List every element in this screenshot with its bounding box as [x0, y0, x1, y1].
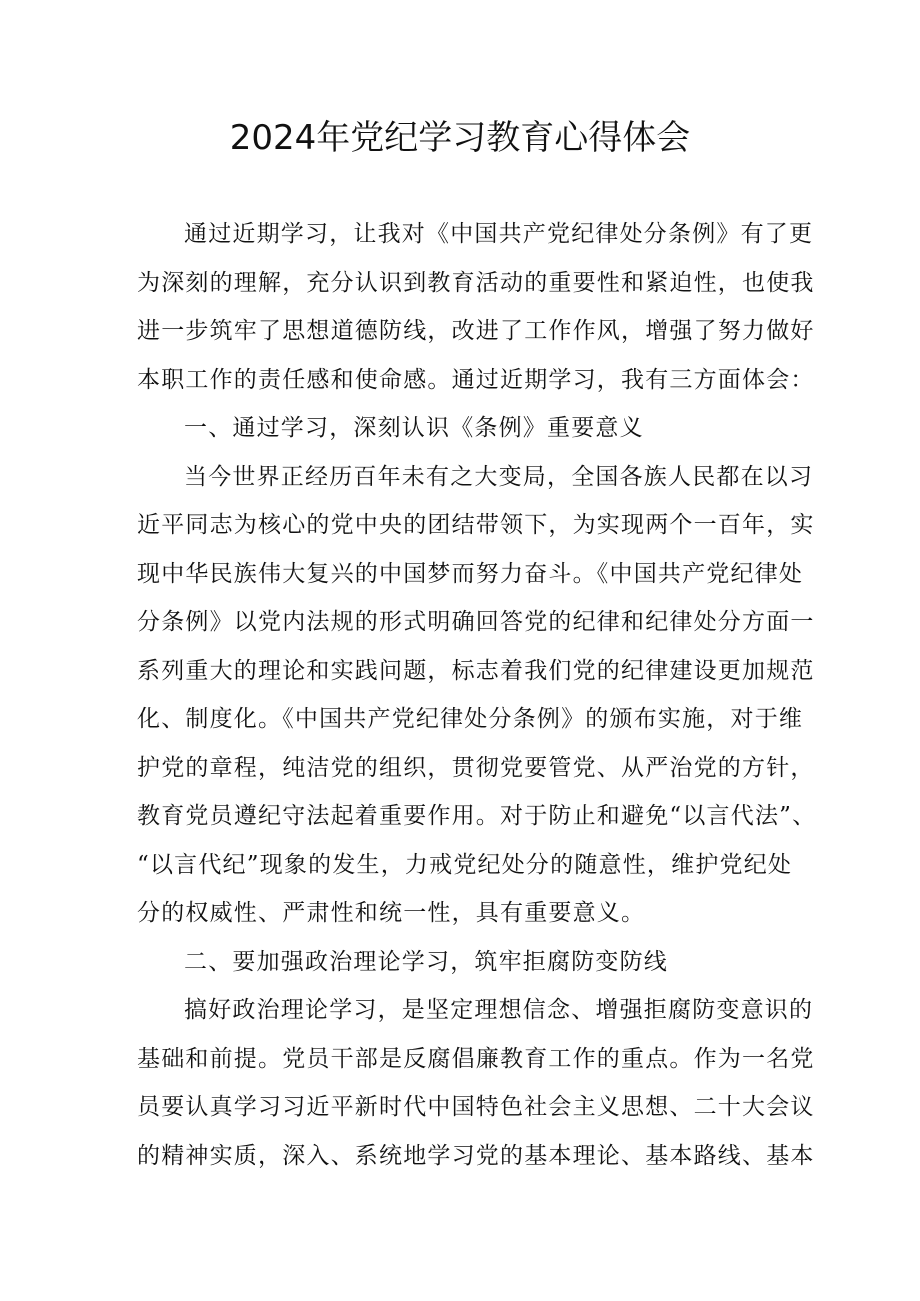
body-line: 化、制度化。《中国共产党纪律处分条例》的颁布实施，对于维 — [137, 706, 804, 732]
body-line: 系列重大的理论和实践问题，标志着我们党的纪律建设更加规范 — [137, 657, 815, 684]
body-line: 分的权威性、严肃性和统一性，具有重要意义。 — [137, 900, 646, 926]
section-heading-1: 一、通过学习，深刻认识《条例》重要意义 — [184, 415, 644, 441]
body-line: 现中华民族伟大复兴的中国梦而努力奋斗。《中国共产党纪律处 — [137, 560, 804, 587]
body-line: 基础和前提。党员干部是反腐倡廉教育工作的重点。作为一名党 — [137, 1045, 815, 1072]
body-line: 分条例》以党内法规的形式明确回答党的纪律和纪律处分方面一 — [137, 609, 815, 635]
body-line: 本职工作的责任感和使命感。通过近期学习，我有三方面体会： — [137, 366, 815, 393]
body-line: 当今世界正经历百年未有之大变局，全国各族人民都在以习 — [184, 463, 814, 490]
body-line: 通过近期学习，让我对《中国共产党纪律处分条例》有了更 — [184, 221, 814, 247]
section-heading-2: 二、要加强政治理论学习，筑牢拒腐防变防线 — [184, 948, 668, 975]
body-line: 进一步筑牢了思想道德防线，改进了工作作风，增强了努力做好 — [137, 318, 815, 344]
body-line: “以言代纪”现象的发生，力戒党纪处分的随意性，维护党纪处 — [137, 851, 793, 878]
body-line: 搞好政治理论学习，是坚定理想信念、增强拒腐防变意识的 — [184, 997, 814, 1023]
body-line: 为深刻的理解，充分认识到教育活动的重要性和紧迫性，也使我 — [137, 269, 815, 296]
body-line: 护党的章程，纯洁党的组织，贯彻党要管党、从严治党的方针， — [137, 754, 815, 781]
body-line: 近平同志为核心的党中央的团结带领下，为实现两个一百年，实 — [137, 512, 815, 538]
body-line: 教育党员遵纪守法起着重要作用。对于防止和避免“以言代法”、 — [137, 803, 817, 829]
document-body — [137, 210, 817, 1180]
body-line: 员要认真学习习近平新时代中国特色社会主义思想、二十大会议 — [137, 1094, 815, 1120]
document-title: 2024年党纪学习教育心得体会 — [229, 118, 691, 158]
body-line: 的精神实质，深入、系统地学习党的基本理论、基本路线、基本 — [137, 1142, 815, 1169]
